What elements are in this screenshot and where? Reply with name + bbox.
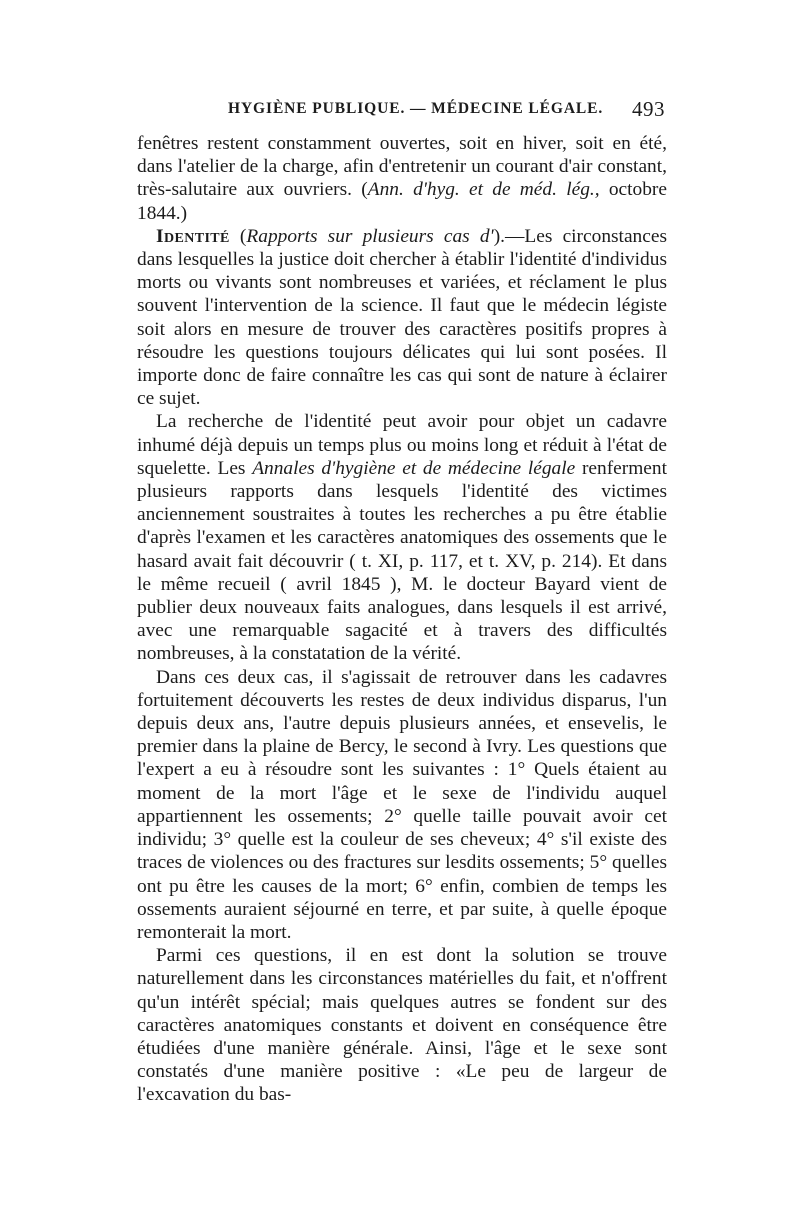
text-run: octobre 1844.) [137,179,667,224]
paragraph-deux-cas: Dans ces deux cas, il s'agissait de retrouver dans les cadavres fortuitement découverts les restes de deux individus disparus, l'un depuis deux ans, l'autre depuis plusieurs années, et ensevelis, le premier dans la plaine de Bercy, le second à Ivry. Les questions que l'expert a eu à résoudre sont les suivantes : 1° Quels étaient au moment de la mort l'âge et le sexe de l'individu auquel appartiennent les ossements; 2° quelle taille pouvait avoir cet individu; 3° quelle est la couleur de ses cheveux; 4° s'il existe des traces de violences ou des fractures sur lesdits ossements; 5° quelles ont pu être les causes de la mort; 6° enfin, combien de temps les ossements auraient séjourné en terre, et par suite, à quelle époque remonterait la mort. [137,666,667,943]
citation-ann-hyg: Ann. d'hyg. et de méd. lég., [367,179,600,201]
book-page [137,98,667,1107]
running-title: HYGIÈNE PUBLIQUE. — MÉDECINE LÉGALE. [228,100,604,117]
text-run: renferment plusieurs rapports dans lesquels l'identité des victimes anciennement soustraites à toutes les recherches a pu être établie d'après l'examen et les caractères anatomiques des ossements que le hasard avait fait découvrir ( t. XI, p. 117, et t. XV, p. 214). Et dans le même recueil ( avril 1845 ), M. le docteur Bayard vient de publier deux nouveaux faits analogues, dans lesquels il est arrivé, avec une remarquable sagacité et à travers des difficultés nombreuses, à la constatation de la vérité. [137,457,667,665]
paragraph-identite [137,225,667,411]
section-heading-identite: Identité [156,225,230,247]
text-run: La recherche de l'identité peut avoir pour objet un cadavre inhumé déjà depuis un temps plus ou moins long et réduit à l'état de squelette. Les [137,411,667,479]
page-number: 493 [632,97,665,121]
rapports-title: Rapports sur plusieurs cas d' [246,225,494,247]
text-run: fenêtres restent constamment ouvertes, soit en hiver, soit en été, dans l'atelier de la charge, afin d'entretenir un courant d'air constant, très-salutaire aux ouvriers. ( [137,133,667,201]
annales-title: Annales d'hygiène et de médecine légale [252,457,576,479]
paragraph-questions: Parmi ces questions, il en est dont la solution se trouve naturellement dans les circonstances matérielles du fait, et n'offrent qu'un intérêt spécial; mais quelques autres se fondent sur des caractères anatomiques constants et doivent en conséquence être étudiées d'une manière générale. Ainsi, l'âge et le sexe sont constatés d'une manière positive : «Le peu de largeur de l'excavation du bas- [137,945,667,1106]
page-header [137,98,667,128]
body-text [137,132,667,1107]
text-run: ( [229,225,247,247]
paragraph-continued [137,132,667,225]
paragraph-recherche [137,410,667,665]
text-run: ).—Les circonstances dans lesquelles la justice doit chercher à établir l'identité d'individus morts ou vivants sont nombreuses et variées, et réclament le plus souvent l'intervention de la science. Il faut que le médecin légiste soit alors en mesure de trouver des caractères positifs propres à résoudre les questions toujours délicates qui lui sont posées. Il importe donc de faire connaître les cas qui sont de nature à éclairer ce sujet. [137,225,668,410]
